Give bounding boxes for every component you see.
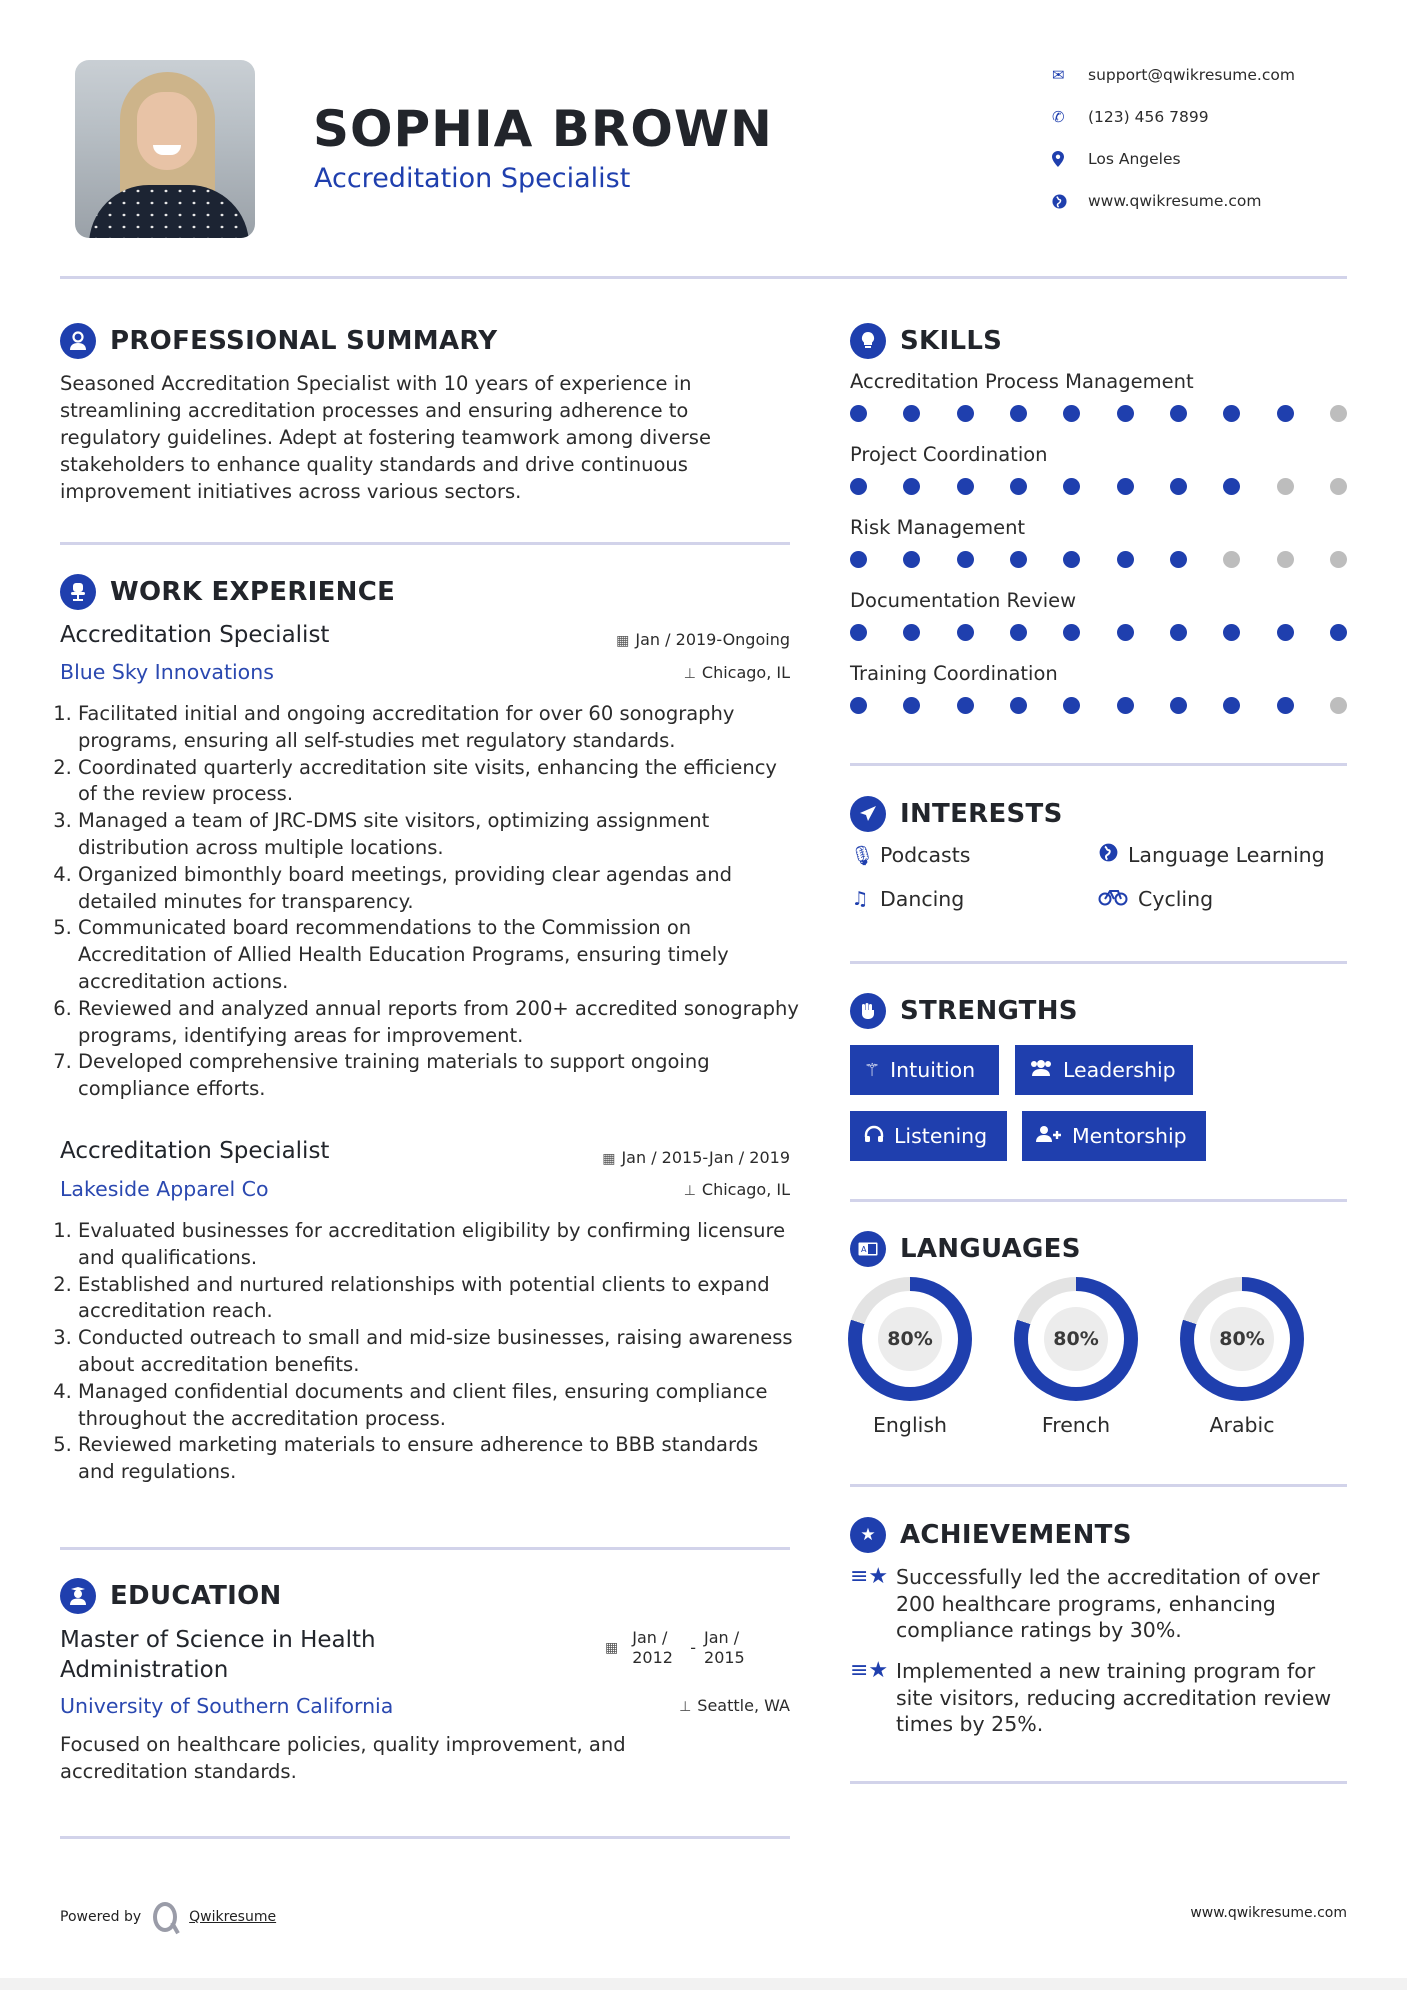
strength-chip: Leadership: [1015, 1045, 1193, 1095]
user-icon: [60, 323, 96, 359]
job-bullets: [60, 701, 800, 1103]
pushpin-icon: ⊥: [683, 666, 696, 682]
pushpin-icon: ⊥: [683, 1183, 696, 1199]
skill-rating: [850, 551, 1347, 568]
contact-phone[interactable]: ✆ (123) 456 7899: [1052, 108, 1209, 126]
rating-dot: [1063, 697, 1080, 714]
section-divider: [850, 1484, 1347, 1487]
education-dates: ▦ Jan / 2012 - Jan / 2015: [605, 1628, 745, 1667]
job-location: ⊥ Chicago, IL: [683, 1180, 790, 1199]
rating-dot: [1170, 551, 1187, 568]
rating-dot: [1277, 405, 1294, 422]
section-divider: [850, 961, 1347, 964]
achievement-item: ≡★ Successfully led the accreditation of over 200 healthcare programs, enhancing compliance ratings by 30%.: [850, 1564, 1320, 1642]
office-chair-icon: [60, 574, 96, 610]
achievements-heading: ★ ACHIEVEMENTS: [850, 1517, 1132, 1553]
education-location: ⊥ Seattle, WA: [679, 1696, 790, 1715]
section-divider: [850, 1199, 1347, 1202]
job-title: Accreditation Specialist: [60, 622, 330, 648]
languages-heading: A LANGUAGES: [850, 1231, 1081, 1267]
calendar-icon: ▦: [616, 633, 630, 649]
job-title: Accreditation Specialist: [60, 1138, 330, 1164]
footer-powered-by: Powered by Qwikresume: [60, 1902, 276, 1932]
rating-dot: [1117, 405, 1134, 422]
rating-dot: [1010, 551, 1027, 568]
rating-dot: [1117, 478, 1134, 495]
rating-dot: [903, 624, 920, 641]
contact-email[interactable]: ✉ support@qwikresume.com: [1052, 66, 1295, 84]
user-plus-icon: [1036, 1125, 1062, 1148]
rating-dot: [1277, 624, 1294, 641]
globe-icon: [1098, 843, 1118, 867]
shooting-star-icon: ≡★: [850, 1564, 889, 1589]
school-name: University of Southern California: [60, 1694, 394, 1718]
summary-heading: PROFESSIONAL SUMMARY: [60, 323, 497, 359]
list-item: 4. Organized bimonthly board meetings, providing clear agendas and detailed minutes for transparency.: [78, 862, 800, 916]
list-item: 2. Established and nurtured relationships with potential clients to expand accreditation reach.: [78, 1272, 800, 1326]
rating-dot: [1330, 624, 1347, 641]
strength-chip: Mentorship: [1022, 1111, 1206, 1161]
contact-location: Los Angeles: [1050, 138, 1350, 180]
rating-dot: [957, 405, 974, 422]
page-bottom-edge: [0, 1978, 1407, 1990]
music-note-icon: ♫: [851, 888, 869, 910]
language-progress-ring: 80%: [1180, 1277, 1304, 1401]
list-item: 5. Communicated board recommendations to the Commission on Accreditation of Allied Health Education Programs, ensuring timely accreditation actions.: [78, 915, 800, 995]
skill-item: Project Coordination: [850, 443, 1350, 516]
language-item: 80% French: [1014, 1277, 1138, 1437]
rating-dot: [1117, 551, 1134, 568]
rating-dot: [957, 624, 974, 641]
calendar-icon: ▦: [605, 1640, 619, 1656]
pushpin-icon: ⊥: [679, 1699, 692, 1715]
contact-website[interactable]: www.qwikresume.com: [1050, 180, 1350, 222]
skill-item: Risk Management: [850, 516, 1350, 589]
lightbulb-icon: [850, 323, 886, 359]
shooting-star-icon: ≡★: [850, 1658, 889, 1683]
rating-dot: [1063, 624, 1080, 641]
rating-dot: [850, 551, 867, 568]
language-item: 80% Arabic: [1180, 1277, 1304, 1437]
candidate-title: Accreditation Specialist: [314, 163, 631, 194]
section-divider: [60, 1547, 790, 1550]
rating-dot: [1170, 405, 1187, 422]
section-divider: [850, 1781, 1347, 1784]
magic-wand-icon: ⚚: [864, 1059, 881, 1081]
interest-item: 🎙︎ Podcasts: [850, 843, 971, 867]
rating-dot: [1223, 624, 1240, 641]
map-marker-icon: [1050, 151, 1088, 167]
education-heading: EDUCATION: [60, 1578, 282, 1614]
skill-rating: [850, 405, 1347, 422]
rating-dot: [903, 697, 920, 714]
list-item: 5. Reviewed marketing materials to ensure adherence to BBB standards and regulations.: [78, 1432, 800, 1486]
skill-rating: [850, 697, 1347, 714]
company-name: Lakeside Apparel Co: [60, 1177, 269, 1201]
rating-dot: [1170, 697, 1187, 714]
rating-dot: [1063, 405, 1080, 422]
skills-list: [850, 370, 1350, 735]
rating-dot: [1277, 478, 1294, 495]
list-item: 6. Reviewed and analyzed annual reports from 200+ accredited sonography programs, identifying areas for improvement.: [78, 996, 800, 1050]
rating-dot: [850, 697, 867, 714]
skills-heading: SKILLS: [850, 323, 1002, 359]
interests-heading: INTERESTS: [850, 796, 1063, 832]
job-dates: ▦ Jan / 2015-Jan / 2019: [602, 1148, 790, 1167]
footer-website-link[interactable]: www.qwikresume.com: [1190, 1905, 1347, 1921]
rating-dot: [1223, 405, 1240, 422]
company-name: Blue Sky Innovations: [60, 660, 274, 684]
rating-dot: [903, 405, 920, 422]
section-divider: [60, 542, 790, 545]
rating-dot: [1117, 624, 1134, 641]
job-location: ⊥ Chicago, IL: [683, 663, 790, 682]
education-description: Focused on healthcare policies, quality improvement, and accreditation standards.: [60, 1733, 626, 1783]
contact-list: [1050, 54, 1350, 222]
job-bullets: [60, 1218, 800, 1486]
language-progress-ring: 80%: [1014, 1277, 1138, 1401]
strength-chip: Listening: [850, 1111, 1007, 1161]
language-progress-ring: 80%: [848, 1277, 972, 1401]
rating-dot: [850, 405, 867, 422]
svg-text:A: A: [861, 1245, 867, 1254]
translate-icon: [850, 1231, 886, 1267]
experience-heading: WORK EXPERIENCE: [60, 574, 395, 610]
list-item: 1. Facilitated initial and ongoing accreditation for over 60 sonography programs, ensuring all self-studies met regulatory standards.: [78, 701, 800, 755]
envelope-icon: ✉: [1052, 66, 1065, 84]
interest-item: Cycling: [1098, 887, 1213, 911]
rating-dot: [1277, 551, 1294, 568]
rating-dot: [1117, 697, 1134, 714]
rating-dot: [957, 551, 974, 568]
interest-item: ♫ Dancing: [851, 887, 965, 911]
rating-dot: [850, 478, 867, 495]
star-badge-icon: ★: [850, 1517, 886, 1553]
interest-item: Language Learning: [1098, 843, 1325, 867]
skill-rating: [850, 624, 1347, 641]
rating-dot: [1223, 551, 1240, 568]
microphone-icon: 🎙︎: [850, 844, 875, 867]
qwikresume-link[interactable]: Qwikresume: [189, 1909, 277, 1925]
list-item: 3. Managed a team of JRC-DMS site visitors, optimizing assignment distribution across multiple locations.: [78, 808, 800, 862]
candidate-name: SOPHIA BROWN: [313, 100, 773, 158]
summary-text: Seasoned Accreditation Specialist with 10 years of experience in streamlining accreditation processes and ensuring adherence to regulatory guidelines. Adept at fostering teamwork among diverse stakeholders to enhance quality standards and drive continuous improvement initiatives across various sectors.: [60, 372, 711, 503]
language-item: 80% English: [848, 1277, 972, 1437]
list-item: 2. Coordinated quarterly accreditation site visits, enhancing the efficiency of the review process.: [78, 755, 800, 809]
qwikresume-logo-icon: [153, 1902, 177, 1932]
rating-dot: [903, 478, 920, 495]
graduate-icon: [60, 1578, 96, 1614]
rating-dot: [1010, 697, 1027, 714]
rating-dot: [957, 697, 974, 714]
strength-chip: ⚚ Intuition: [850, 1045, 999, 1095]
globe-icon: [1050, 194, 1088, 209]
header-divider: [60, 276, 1347, 279]
achievement-item: ≡★ Implemented a new training program for site visitors, reducing accreditation review times by 25%.: [850, 1658, 1332, 1736]
rating-dot: [1063, 551, 1080, 568]
rating-dot: [1223, 697, 1240, 714]
users-icon: [1029, 1059, 1053, 1082]
rating-dot: [903, 551, 920, 568]
skill-item: Accreditation Process Management: [850, 370, 1350, 443]
rating-dot: [1010, 478, 1027, 495]
section-divider: [60, 1836, 790, 1839]
paper-plane-icon: [850, 796, 886, 832]
list-item: 7. Developed comprehensive training materials to support ongoing compliance efforts.: [78, 1049, 800, 1103]
skill-item: Documentation Review: [850, 589, 1350, 662]
rating-dot: [1170, 624, 1187, 641]
skill-item: Training Coordination: [850, 662, 1350, 735]
headphones-icon: [864, 1125, 884, 1148]
rating-dot: [1010, 405, 1027, 422]
phone-icon: ✆: [1052, 108, 1065, 126]
job-dates: ▦ Jan / 2019-Ongoing: [616, 630, 790, 649]
rating-dot: [850, 624, 867, 641]
list-item: 3. Conducted outreach to small and mid-size businesses, raising awareness about accreditation benefits.: [78, 1325, 800, 1379]
skill-rating: [850, 478, 1347, 495]
rating-dot: [1277, 697, 1294, 714]
bicycle-icon: [1098, 888, 1128, 911]
rating-dot: [1330, 405, 1347, 422]
rating-dot: [1330, 551, 1347, 568]
section-divider: [850, 763, 1347, 766]
rating-dot: [1330, 697, 1347, 714]
list-item: 1. Evaluated businesses for accreditation eligibility by confirming licensure and qualifications.: [78, 1218, 800, 1272]
list-item: 4. Managed confidential documents and client files, ensuring compliance throughout the accreditation process.: [78, 1379, 800, 1433]
rating-dot: [957, 478, 974, 495]
strengths-heading: STRENGTHS: [850, 993, 1078, 1029]
rating-dot: [1063, 478, 1080, 495]
rating-dot: [1330, 478, 1347, 495]
rating-dot: [1223, 478, 1240, 495]
calendar-icon: ▦: [602, 1151, 616, 1167]
degree-title: Master of Science in Health Administration: [60, 1627, 376, 1683]
fist-icon: [850, 993, 886, 1029]
profile-photo: [75, 60, 255, 238]
rating-dot: [1010, 624, 1027, 641]
rating-dot: [1170, 478, 1187, 495]
